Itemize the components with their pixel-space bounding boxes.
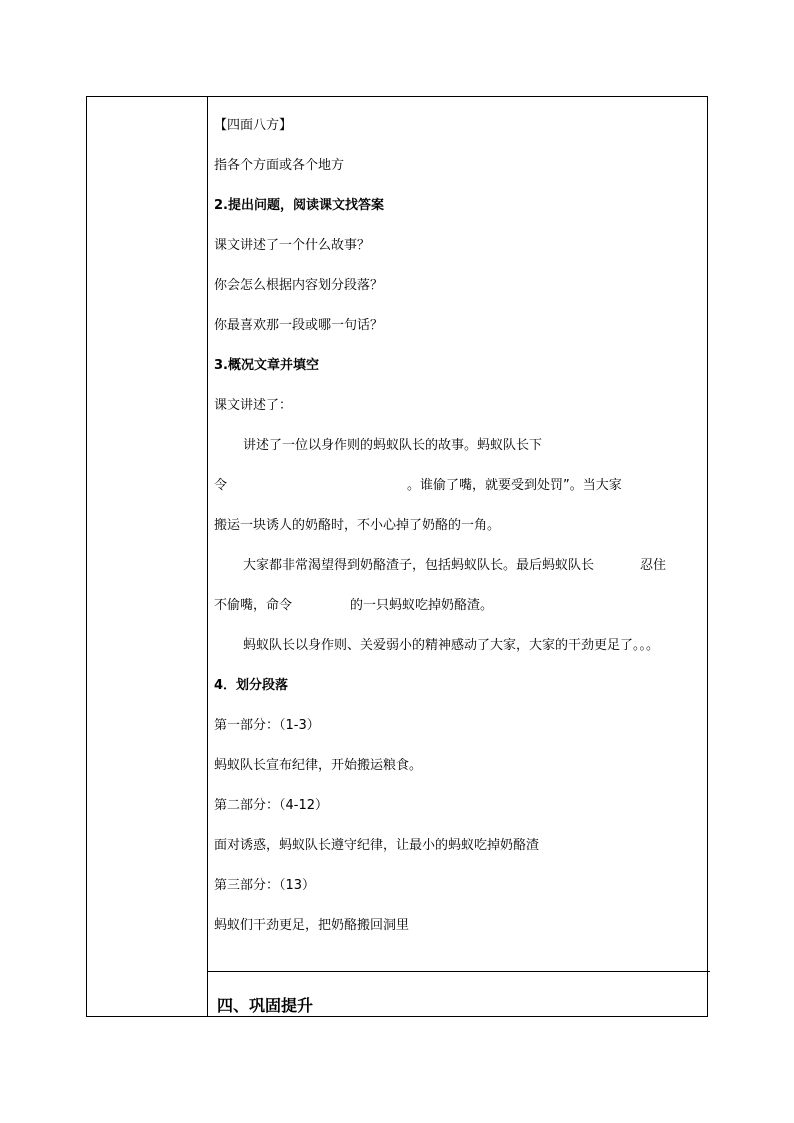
lesson-content-cell — [214, 97, 704, 1016]
summary-para-1: 讲述了一位以身作则的蚂蚁队长的故事。蚂蚁队长下 — [243, 438, 543, 453]
summary-para-3: 搬运一块诱人的奶酪时，不小心掉了奶酪的一角。 — [214, 518, 501, 533]
part-3-summary: 蚂蚁们干劲更足，把奶酪搬回洞里 — [214, 918, 410, 933]
fill-text-d: 忍住 — [640, 558, 667, 573]
summary-para-5 — [214, 597, 493, 615]
fill-text-f: 的一只蚂蚁吃掉奶酪渣。 — [350, 598, 494, 613]
part-2-summary: 面对诱惑，蚂蚁队长遵守纪律，让最小的蚂蚁吃掉奶酪渣 — [214, 838, 540, 853]
part-1-label: 第一部分：（1-3） — [214, 718, 320, 733]
step-2-heading: 2.提出问题，阅读课文找答案 — [214, 198, 384, 213]
summary-para-6: 蚂蚁队长以身作则、关爱弱小的精神感动了大家，大家的干劲更足了。。。 — [243, 638, 660, 653]
question-3: 你最喜欢那一段或哪一句话？ — [214, 318, 384, 333]
section-heading: 四、巩固提升 — [217, 996, 314, 1015]
part-1-summary: 蚂蚁队长宣布纪律，开始搬运粮食。 — [214, 758, 423, 773]
summary-intro: 课文讲述了： — [214, 398, 293, 413]
fill-text-e: 不偷嘴，命令 — [214, 598, 293, 613]
step-3-heading: 3.概况文章并填空 — [214, 358, 319, 373]
idiom-definition: 指各个方面或各个地方 — [214, 158, 345, 173]
question-1: 课文讲述了一个什么故事？ — [214, 238, 371, 253]
question-2: 你会怎么根据内容划分段落？ — [214, 278, 384, 293]
step-4-heading: 4．划分段落 — [214, 678, 289, 693]
fill-text-b: 。谁偷了嘴，就要受到处罚”。当大家 — [407, 478, 622, 493]
column-divider — [207, 97, 208, 1016]
fill-text-a: 令 — [214, 478, 228, 493]
part-2-label: 第二部分：（4-12） — [214, 798, 329, 813]
summary-para-2 — [214, 477, 622, 495]
summary-para-4 — [243, 557, 666, 575]
row-divider — [208, 971, 710, 972]
lesson-table — [86, 96, 708, 1017]
part-3-label: 第三部分：（13） — [214, 878, 316, 893]
idiom-heading: 【四面八方】 — [214, 118, 293, 133]
fill-text-c: 大家都非常渴望得到奶酪渣子，包括蚂蚁队长。最后蚂蚁队长 — [243, 558, 595, 573]
